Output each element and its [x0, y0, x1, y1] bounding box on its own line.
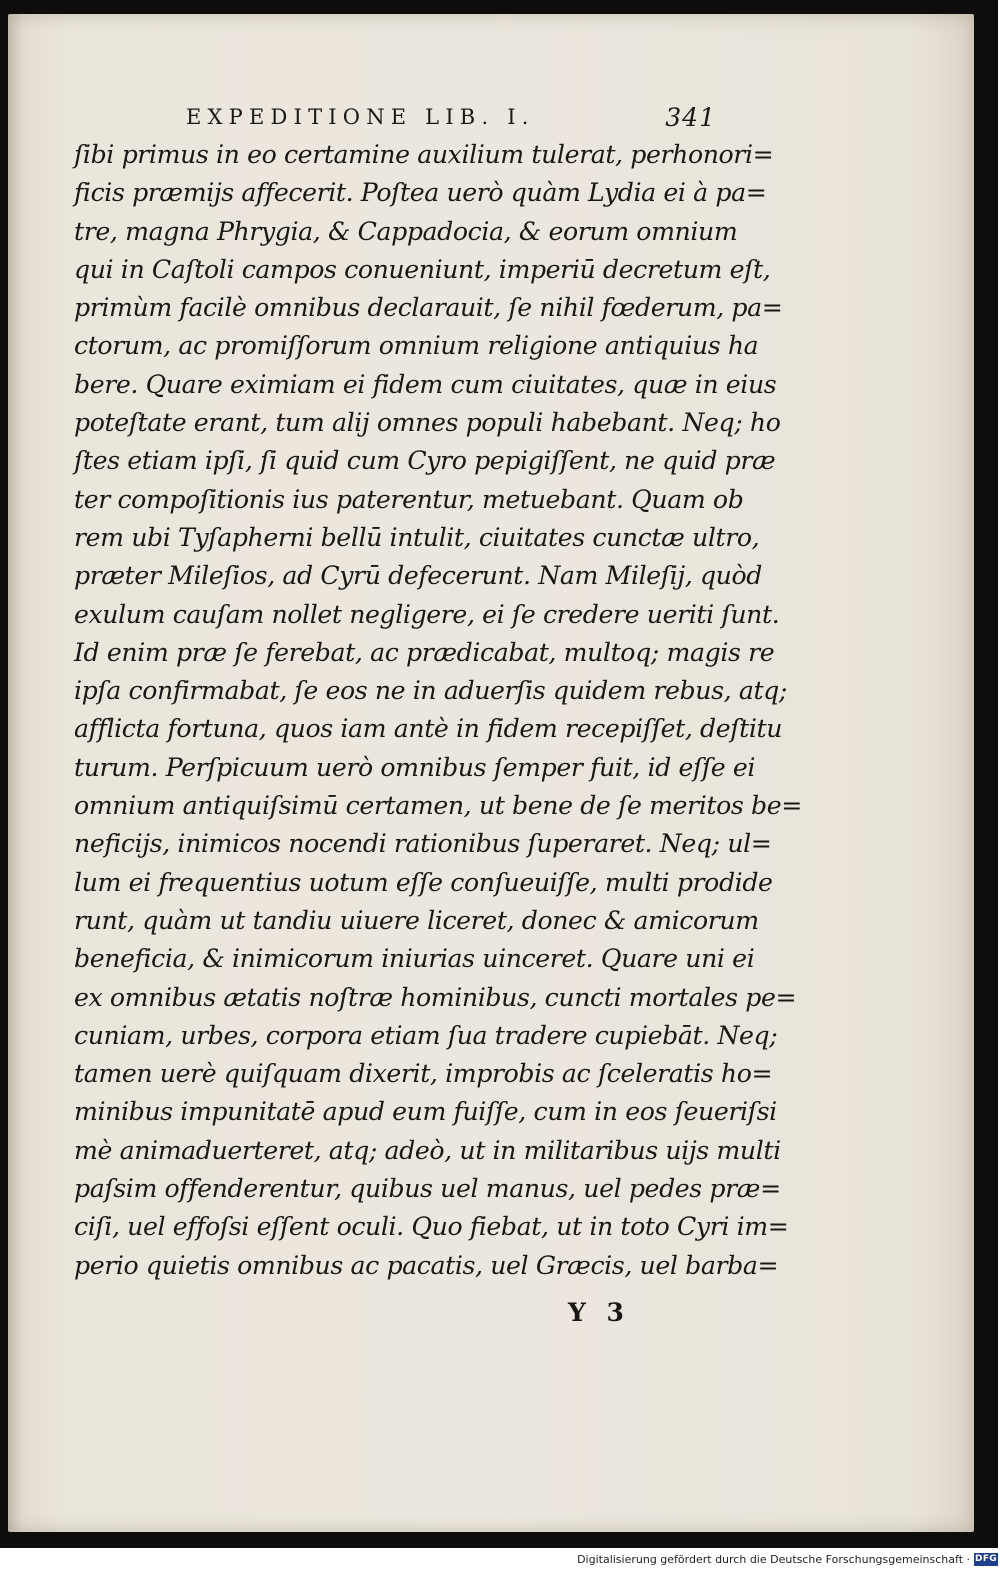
- body-text: [74, 136, 802, 1285]
- text-line: omnium antiquiſsimū certamen, ut bene de ſe meritos be=: [74, 791, 802, 821]
- text-line: ciſi, uel effoſsi eſſent oculi. Quo fiebat, ut in toto Cyri im=: [74, 1212, 789, 1242]
- text-line: bere. Quare eximiam ei fidem cum ciuitates, quæ in eius: [74, 369, 777, 399]
- text-line: lum ei frequentius uotum eſſe conſueuiſſe, multi prodide: [74, 867, 773, 897]
- text-line: præter Mileſios, ad Cyrū defecerunt. Nam Mileſij, quòd: [74, 561, 762, 591]
- text-line: minibus impunitatē apud eum fuiſſe, cum in eos ſeueriſsi: [74, 1097, 777, 1127]
- text-line: tamen uerè quiſquam dixerit, improbis ac ſceleratis ho=: [74, 1059, 773, 1089]
- text-line: perio quietis omnibus ac pacatis, uel Græcis, uel barba=: [74, 1250, 779, 1280]
- text-line: runt, quàm ut tandiu uiuere liceret, donec & amicorum: [74, 905, 759, 935]
- text-line: mè animaduerteret, atq; adeò, ut in militaribus uijs multi: [74, 1135, 781, 1165]
- text-line: qui in Caſtoli campos conueniunt, imperiū decretum eſt,: [74, 254, 771, 284]
- text-line: turum. Perſpicuum uerò omnibus ſemper fuit, id eſſe ei: [74, 752, 756, 782]
- text-line: primùm facilè omnibus declarauit, ſe nihil fœderum, pa=: [74, 293, 783, 323]
- running-head-title: EXPEDITIONE LIB. I.: [186, 105, 535, 129]
- signature-mark: Y 3: [568, 1298, 630, 1327]
- dfg-logo: DFG: [975, 1554, 997, 1564]
- text-line: exulum cauſam nollet negligere, ei ſe credere ueriti ſunt.: [74, 599, 780, 629]
- text-line: ter compoſitionis ius paterentur, metuebant. Quam ob: [74, 484, 744, 514]
- text-line: ſtes etiam ipſi, ſi quid cum Cyro pepigiſſent, ne quid præ: [74, 446, 776, 476]
- running-head: [186, 103, 716, 133]
- text-line: ctorum, ac promiſſorum omnium religione antiquius ha: [74, 331, 759, 361]
- text-line: beneficia, & inimicorum iniurias uinceret. Quare uni ei: [74, 944, 755, 974]
- text-line: ex omnibus ætatis noſtræ hominibus, cuncti mortales pe=: [74, 982, 797, 1012]
- footer-credit: Digitalisierung gefördert durch die Deutsche Forschungsgemeinschaft ·: [577, 1553, 970, 1566]
- page-number: 341: [665, 103, 716, 132]
- text-line: ſibi primus in eo certamine auxilium tulerat, perhonori=: [74, 140, 774, 169]
- text-line: neficijs, inimicos nocendi rationibus ſuperaret. Neq; ul=: [74, 829, 772, 859]
- text-line: cuniam, urbes, corpora etiam ſua tradere cupiebāt. Neq;: [74, 1020, 778, 1050]
- text-line: ipſa confirmabat, ſe eos ne in aduerſis quidem rebus, atq;: [74, 676, 787, 706]
- text-line: paſsim offenderentur, quibus uel manus, uel pedes præ=: [74, 1174, 781, 1204]
- text-line: afflicta fortuna, quos iam antè in fidem recepiſſet, deſtitu: [74, 714, 783, 744]
- text-line: poteſtate erant, tum alij omnes populi habebant. Neq; ho: [74, 408, 781, 438]
- text-line: rem ubi Tyſapherni bellū intulit, ciuitates cunctæ ultro,: [74, 522, 760, 552]
- text-line: ficis præmijs affecerit. Poſtea uerò quàm Lydia ei à pa=: [74, 178, 767, 208]
- text-line: Id enim præ ſe ferebat, ac prædicabat, multoq; magis re: [74, 637, 775, 667]
- text-line: tre, magna Phrygia, & Cappadocia, & eorum omnium: [74, 216, 738, 246]
